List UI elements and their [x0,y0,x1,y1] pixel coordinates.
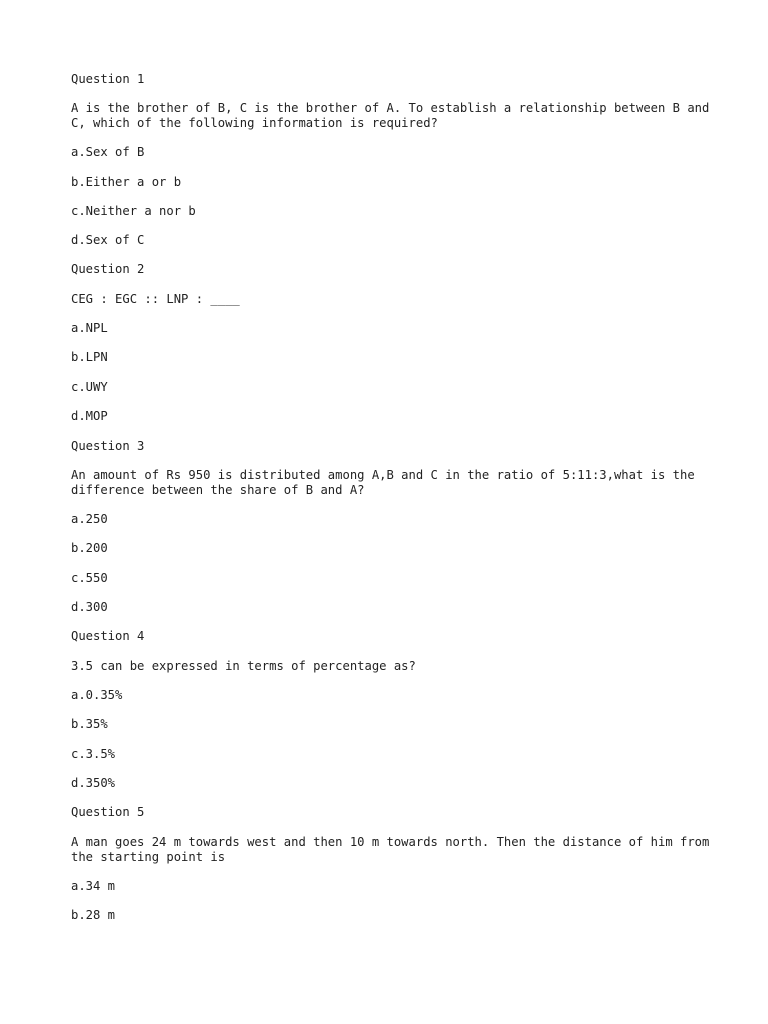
question-heading: Question 5 [71,805,145,819]
answer-option: d.350% [71,776,116,790]
answer-option: a.250 [71,512,108,526]
question-text: An amount of Rs 950 is distributed among A,B and C in the ratio of 5:11:3,what is the difference between the share of B and A? [71,468,695,497]
answer-option: b.35% [71,717,108,731]
question-heading: Question 2 [71,262,145,276]
answer-option: d.300 [71,600,108,614]
question-heading: Question 3 [71,439,145,453]
question-text: 3.5 can be expressed in terms of percentage as? [71,659,416,673]
answer-option: c.3.5% [71,747,116,761]
answer-option: b.28 m [71,908,116,922]
answer-option: a.Sex of B [71,145,145,159]
answer-option: c.550 [71,571,108,585]
answer-option: b.200 [71,541,108,555]
answer-option: a.0.35% [71,688,123,702]
question-text: A man goes 24 m towards west and then 10 m towards north. Then the distance of him from the starting point is [71,835,710,864]
question-text: CEG : EGC :: LNP : ____ [71,292,240,306]
answer-option: d.Sex of C [71,233,145,247]
answer-option: d.MOP [71,409,108,423]
answer-option: a.NPL [71,321,108,335]
answer-option: a.34 m [71,879,116,893]
question-heading: Question 4 [71,629,145,643]
question-text: A is the brother of B, C is the brother of A. To establish a relationship between B and C, which of the following information is required? [71,101,710,130]
answer-option: c.UWY [71,380,108,394]
answer-option: c.Neither a nor b [71,204,196,218]
answer-option: b.Either a or b [71,175,182,189]
answer-option: b.LPN [71,350,108,364]
question-heading: Question 1 [71,72,145,86]
